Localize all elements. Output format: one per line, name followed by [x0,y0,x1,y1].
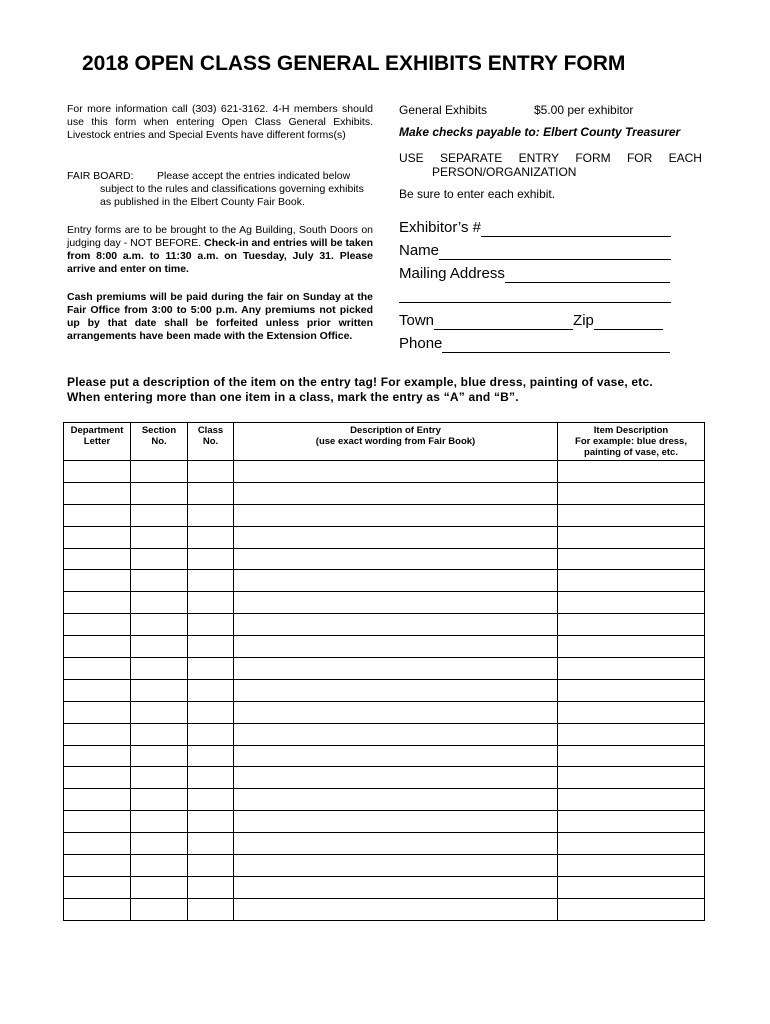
town-label: Town [399,312,435,329]
table-row [64,833,705,855]
department-letter-cell[interactable] [64,636,131,658]
item-description-cell[interactable] [558,614,705,636]
section-no-cell[interactable] [131,898,188,920]
department-letter-cell[interactable] [64,679,131,701]
section-no-cell[interactable] [131,789,188,811]
description-cell[interactable] [234,833,558,855]
table-row [64,504,705,526]
class-no-cell[interactable] [188,745,234,767]
table-row [64,570,705,592]
table-row [64,811,705,833]
town-zip-field[interactable] [399,312,663,330]
description-cell[interactable] [234,745,558,767]
table-header-row [64,423,705,461]
item-description-cell[interactable] [558,833,705,855]
fee-label: General Exhibits [399,103,488,117]
section-no-cell[interactable] [131,526,188,548]
section-no-cell[interactable] [131,767,188,789]
header-line: Item Description [593,425,669,436]
item-description-cell[interactable] [558,592,705,614]
phone-line[interactable] [442,338,670,353]
description-cell[interactable] [234,504,558,526]
class-no-cell[interactable] [188,592,234,614]
department-letter-cell[interactable] [64,526,131,548]
fair-board-label: FAIR BOARD: [67,170,134,182]
table-row [64,745,705,767]
class-no-cell[interactable] [188,658,234,680]
table-row [64,898,705,920]
zip-label: Zip [573,312,594,329]
section-no-cell[interactable] [131,701,188,723]
table-row [64,592,705,614]
section-no-cell[interactable] [131,833,188,855]
table-row [64,767,705,789]
item-description-cell[interactable] [558,701,705,723]
description-cell[interactable] [234,592,558,614]
item-description-cell[interactable] [558,745,705,767]
department-letter-cell[interactable] [64,701,131,723]
table-row [64,636,705,658]
item-description-cell[interactable] [558,658,705,680]
table-row [64,679,705,701]
class-no-cell[interactable] [188,461,234,483]
instructions [67,375,707,405]
description-cell[interactable] [234,482,558,504]
fee-line [399,103,702,117]
header-line: painting of vase, etc. [584,447,678,458]
description-cell[interactable] [234,636,558,658]
separate-word: USE [399,151,424,165]
department-letter-cell[interactable] [64,461,131,483]
class-no-cell[interactable] [188,767,234,789]
header-line: No. [151,436,167,447]
class-no-cell[interactable] [188,898,234,920]
entry-paragraph [67,224,373,276]
class-no-cell[interactable] [188,876,234,898]
section-no-cell[interactable] [131,636,188,658]
section-no-cell[interactable] [131,461,188,483]
section-no-cell[interactable] [131,482,188,504]
table-row [64,461,705,483]
class-no-cell[interactable] [188,833,234,855]
class-no-cell[interactable] [188,855,234,877]
mailing-address-line[interactable] [505,268,670,283]
table-row [64,789,705,811]
instructions-line-1: Please put a description of the item on the entry tag! For example, blue dress, painting of vase, etc. [67,375,653,389]
item-description-cell[interactable] [558,548,705,570]
description-cell[interactable] [234,855,558,877]
class-no-cell[interactable] [188,636,234,658]
table-row [64,548,705,570]
section-no-cell[interactable] [131,570,188,592]
description-cell[interactable] [234,658,558,680]
item-description-cell[interactable] [558,723,705,745]
name-line[interactable] [439,245,671,260]
phone-label: Phone [399,335,443,352]
exhibitor-number-field[interactable] [399,219,671,237]
checks-payable: Make checks payable to: Elbert County Treasurer [399,125,681,139]
table-row [64,855,705,877]
item-description-cell[interactable] [558,767,705,789]
separate-word: FORM [575,151,611,165]
table-row [64,723,705,745]
department-letter-cell[interactable] [64,504,131,526]
header-line: Department [70,425,124,436]
separate-word: EACH [668,151,702,165]
entry-rows [64,461,705,921]
header-line: No. [202,436,219,447]
item-description-cell[interactable] [558,679,705,701]
sure-note: Be sure to enter each exhibit. [399,187,556,201]
class-no-cell[interactable] [188,679,234,701]
section-no-cell[interactable] [131,679,188,701]
entry-text: Entry forms are to be brought to the Ag Building, South Doors on judging day - NOT BEFORE. [67,224,373,249]
table-row [64,614,705,636]
item-description-cell[interactable] [558,461,705,483]
fair-board-paragraph [67,170,373,209]
section-no-cell[interactable] [131,723,188,745]
class-no-cell[interactable] [188,570,234,592]
separate-word: ENTRY [518,151,560,165]
description-cell[interactable] [234,679,558,701]
separate-line-2: PERSON/ORGANIZATION [432,165,577,179]
description-cell[interactable] [234,811,558,833]
description-cell[interactable] [234,461,558,483]
department-letter-cell[interactable] [64,482,131,504]
description-cell[interactable] [234,876,558,898]
town-line[interactable] [434,315,573,330]
department-letter-cell[interactable] [64,570,131,592]
header-line: Class [197,425,224,436]
description-cell[interactable] [234,548,558,570]
separate-form-note [399,151,702,179]
department-letter-cell[interactable] [64,658,131,680]
item-description-cell[interactable] [558,570,705,592]
item-description-cell[interactable] [558,504,705,526]
description-cell[interactable] [234,614,558,636]
table-row [64,658,705,680]
header-class-no [188,423,234,461]
header-description-of-entry [234,423,558,461]
header-department-letter [64,423,131,461]
description-cell[interactable] [234,789,558,811]
item-description-cell[interactable] [558,811,705,833]
item-description-cell[interactable] [558,898,705,920]
fair-board-first-line: Please accept the entries indicated below [157,170,351,182]
class-no-cell[interactable] [188,811,234,833]
description-cell[interactable] [234,701,558,723]
cash-paragraph [67,291,373,343]
section-no-cell[interactable] [131,811,188,833]
header-line: Letter [83,436,111,447]
header-line: (use exact wording from Fair Book) [315,436,476,447]
department-letter-cell[interactable] [64,855,131,877]
phone-field[interactable] [399,335,670,353]
exhibitor-number-label: Exhibitor’s # [399,219,481,236]
item-description-cell[interactable] [558,482,705,504]
department-letter-cell[interactable] [64,833,131,855]
section-no-cell[interactable] [131,614,188,636]
item-description-cell[interactable] [558,789,705,811]
header-line: For example: blue dress, [575,436,687,447]
entry-table [63,422,705,921]
item-description-cell[interactable] [558,855,705,877]
zip-line[interactable] [594,315,663,330]
info-paragraph [67,103,373,142]
item-description-cell[interactable] [558,876,705,898]
instructions-line-2: When entering more than one item in a class, mark the entry as “A” and “B”. [67,390,519,404]
section-no-cell[interactable] [131,745,188,767]
department-letter-cell[interactable] [64,723,131,745]
header-item-description [558,423,705,461]
class-no-cell[interactable] [188,526,234,548]
table-row [64,482,705,504]
department-letter-cell[interactable] [64,876,131,898]
section-no-cell[interactable] [131,592,188,614]
department-letter-cell[interactable] [64,811,131,833]
class-no-cell[interactable] [188,504,234,526]
entry-bold-text: Check-in and entries will be taken from 8:00 a.m. to 11:30 a.m. on Tuesday, July 31. Please arrive and enter on time. [67,237,373,275]
section-no-cell[interactable] [131,876,188,898]
item-description-cell[interactable] [558,526,705,548]
class-no-cell[interactable] [188,701,234,723]
class-no-cell[interactable] [188,548,234,570]
department-letter-cell[interactable] [64,614,131,636]
table-row [64,701,705,723]
cash-text: Cash premiums will be paid during the fair on Sunday at the Fair Office from 3:00 to 5:00 p.m. Any premiums not picked up by that date shall be forfeited unless prior written arrangements have been made with the Extension Office. [67,291,373,342]
info-text: For more information call (303) 621-3162. 4-H members should use this form when entering Open Class General Exhibits. Livestock entries and Special Events have different forms(s) [67,103,373,141]
fair-board-text: subject to the rules and classifications governing exhibits as published in the Elbert County Fair Book. [100,183,364,208]
name-field[interactable] [399,242,671,260]
separate-word: FOR [626,151,653,165]
description-cell[interactable] [234,898,558,920]
page-title: 2018 OPEN CLASS GENERAL EXHIBITS ENTRY FORM [82,52,626,75]
description-cell[interactable] [234,526,558,548]
header-line: Section [141,425,177,436]
department-letter-cell[interactable] [64,767,131,789]
section-no-cell[interactable] [131,855,188,877]
department-letter-cell[interactable] [64,745,131,767]
name-label: Name [399,242,440,259]
department-letter-cell[interactable] [64,592,131,614]
header-section-no [131,423,188,461]
fee-amount: $5.00 per exhibitor [534,103,634,117]
table-row [64,876,705,898]
section-no-cell[interactable] [131,504,188,526]
mailing-address-label: Mailing Address [399,265,505,282]
exhibitor-number-line[interactable] [481,222,671,237]
department-letter-cell[interactable] [64,548,131,570]
class-no-cell[interactable] [188,482,234,504]
class-no-cell[interactable] [188,614,234,636]
department-letter-cell[interactable] [64,898,131,920]
section-no-cell[interactable] [131,548,188,570]
mailing-address-line-2[interactable] [399,288,671,303]
header-line: Description of Entry [350,425,441,436]
description-cell[interactable] [234,723,558,745]
table-row [64,526,705,548]
department-letter-cell[interactable] [64,789,131,811]
description-cell[interactable] [234,570,558,592]
description-cell[interactable] [234,767,558,789]
class-no-cell[interactable] [188,723,234,745]
class-no-cell[interactable] [188,789,234,811]
mailing-address-line-2-field[interactable] [399,288,671,303]
separate-word: SEPARATE [440,151,503,165]
mailing-address-field[interactable] [399,265,670,283]
item-description-cell[interactable] [558,636,705,658]
section-no-cell[interactable] [131,658,188,680]
